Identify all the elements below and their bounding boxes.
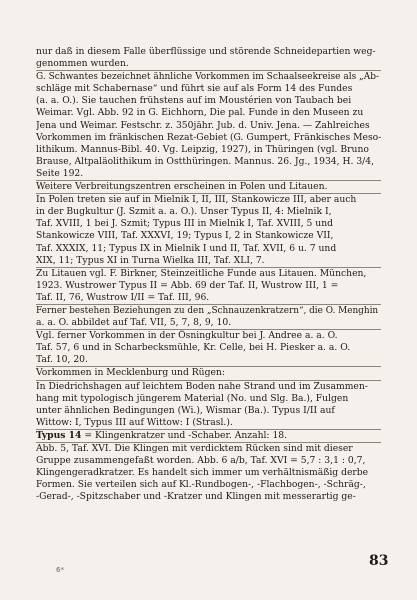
paragraph-polen — [36, 194, 381, 267]
text-line: Taf. XXXIX, 11; Typus IX in Mielnik I und II, Taf. XVII, 6 u. 7 und — [36, 242, 337, 254]
text-line: Vorkommen in Mecklenburg und Rügen: — [36, 367, 225, 379]
text-line — [36, 430, 381, 442]
document-page — [36, 46, 381, 503]
text-line: -Gerad-, -Spitzschaber und -Kratzer und Klingen mit messerartig ge- — [36, 491, 356, 503]
text-line: Klingengeradkratzer. Es handelt sich immer um verhältnismäßig derbe — [36, 467, 369, 479]
text-line: Seite 192. — [36, 167, 84, 179]
text-line: G. Schwantes bezeichnet ähnliche Vorkommen im Schaalseekreise als „Ab- — [36, 72, 380, 83]
text-line: in der Bugkultur (J. Szmit a. a. O.). Unser Typus II, 4: Mielnik I, — [36, 206, 332, 218]
text-line: Wittow: I, Typus III auf Wittow: I (Strasl.). — [36, 416, 233, 428]
text-line: Taf. II, 76, Wustrow I/II = Taf. III, 96. — [36, 291, 210, 303]
text-line: Taf. XVIII, 1 bei J. Szmit; Typus III in Mielnik I, Taf. XVIII, 5 und — [36, 218, 334, 230]
text-line: Abb. 5, Taf. XVI. Die Klingen mit verdicktem Rücken sind mit dieser — [36, 443, 353, 454]
text-line: Vorkommen im fränkischen Rezat-Gebiet (G. Gumpert, Fränkisches Meso- — [36, 131, 381, 143]
paragraph-schwantes — [36, 71, 381, 180]
text-line: Formen. Sie verteilen sich auf Kl.-Rundbogen-, -Flachbogen-, -Schräg-, — [36, 479, 366, 491]
heading-continuation: = Klingenkratzer und -Schaber. Anzahl: 18. — [81, 429, 288, 441]
text-line: Taf. 10, 20. — [36, 354, 88, 366]
text-line: schläge mit Schabernase“ und führt sie auf als Form 14 des Fundes — [36, 83, 353, 95]
paragraph-schnauzenkratzer — [36, 305, 381, 329]
paragraph-litauen — [36, 268, 381, 304]
text-line: Taf. 57, 6 und in Scharbecksmühle, Kr. Celle, bei H. Piesker a. a. O. — [36, 342, 351, 354]
text-line: lithikum. Mannus-Bibl. 40. Vg. Leipzig, 1927), in Thüringen (vgl. Bruno — [36, 143, 369, 155]
paragraph-mecklenburg-heading — [36, 367, 381, 379]
paragraph-diedrichshagen — [36, 381, 381, 429]
text-line: In Polen treten sie auf in Mielnik I, II, III, Stankowicze III, aber auch — [36, 194, 357, 206]
text-line: Jena und Weimar. Festschr. z. 350jähr. Jub. d. Univ. Jena. — Zahlreiches — [36, 119, 370, 131]
text-line: Gruppe zusammengefaßt worden. Abb. 6 a/b, Taf. XVI = 5,7 : 3,1 : 0,7, — [36, 455, 366, 467]
page-number: 83 — [369, 553, 389, 569]
section-heading: Typus 14 — [36, 429, 82, 441]
text-line: unter ähnlichen Bedingungen (Wi.), Wismar (Ba.). Typus I/II auf — [36, 404, 335, 416]
text-line: Weitere Verbreitungszentren erscheinen in Polen und Litauen. — [36, 181, 328, 193]
text-line: Brause, Altpaläolithikum in Ostthüringen. Mannus. 26. Jg., 1934, H. 3/4, — [36, 155, 375, 167]
text-line: a. a. O. abbildet auf Taf. VII, 5, 7, 8, 9, 10. — [36, 317, 232, 329]
text-line: In Diedrichshagen auf leichtem Boden nahe Strand und im Zusammen- — [36, 380, 368, 392]
paragraph-typus-14 — [36, 430, 381, 442]
text-line: XIX, 11; Typus XI in Turna Wielka III, Taf. XLI, 7. — [36, 254, 265, 266]
paragraph-verbreitung — [36, 181, 381, 193]
text-line: (a. a. O.). Sie tauchen frühstens auf im Moustérien von Taubach bei — [36, 95, 352, 107]
text-line: 1923. Wustrower Typus II = Abb. 69 der Taf. II, Wustrow III, 1 = — [36, 279, 339, 291]
paragraph-intro-continuation — [36, 46, 381, 70]
text-line: genommen wurden. — [36, 58, 129, 70]
text-line: hang mit typologisch jüngerem Material (No. und Slg. Ba.), Fulgen — [36, 392, 349, 404]
paragraph-klingen — [36, 443, 381, 503]
paragraph-oesningkultur — [36, 330, 381, 366]
text-line: Stankowicze VIII, Taf. XXXVI, 19; Typus I, 2 in Stankowicze VII, — [36, 230, 334, 242]
text-line: nur daß in diesem Falle überflüssige und störende Schneidepartien weg- — [36, 46, 376, 57]
text-line: Zu Litauen vgl. F. Birkner, Steinzeitliche Funde aus Litauen. München, — [36, 267, 367, 279]
text-line: Weimar. Vgl. Abb. 92 in G. Eichhorn, Die pal. Funde in den Museen zu — [36, 107, 364, 119]
signature-mark: 6* — [56, 566, 64, 574]
text-line: Ferner bestehen Beziehungen zu den „Schnauzenkratzern“, die O. Menghin — [36, 305, 379, 316]
text-line: Vgl. ferner Vorkommen in der Ösningkultur bei J. Andree a. a. O. — [36, 330, 338, 342]
